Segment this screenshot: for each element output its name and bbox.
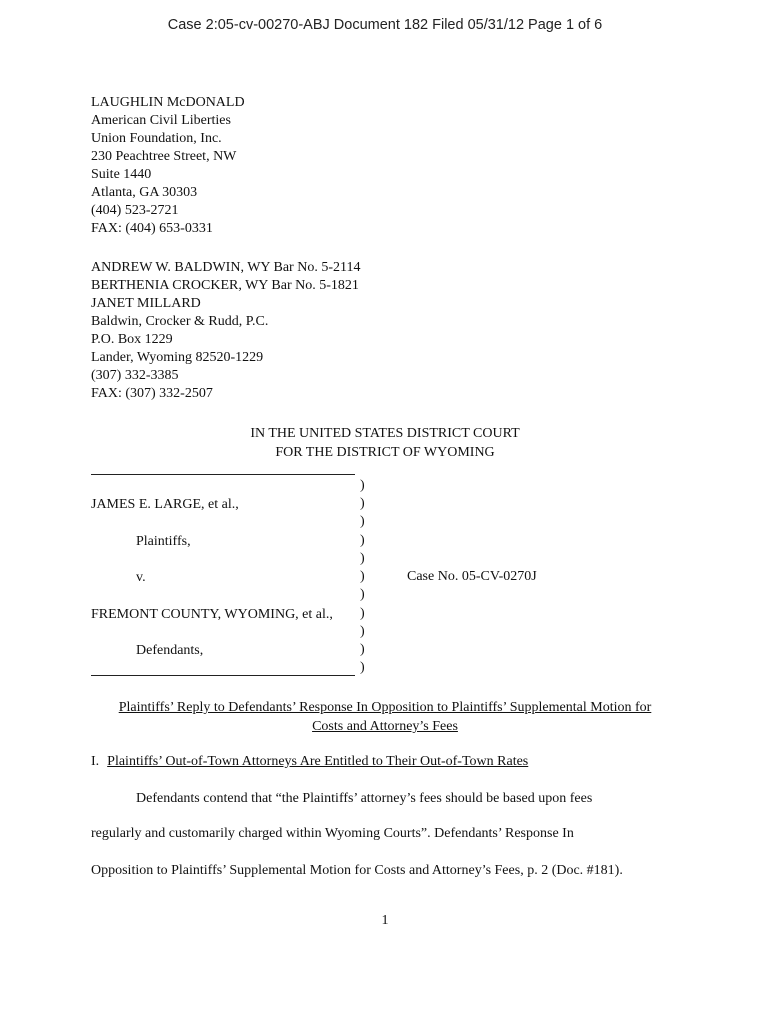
- caption-paren: ): [360, 514, 365, 529]
- counsel-line: Lander, Wyoming 82520-1229: [91, 350, 264, 365]
- caption-paren: ): [360, 642, 365, 657]
- counsel-block-baldwin: [91, 259, 360, 403]
- counsel-line: P.O. Box 1229: [91, 332, 173, 347]
- caption-top-rule: [91, 474, 355, 475]
- plaintiff-name: JAMES E. LARGE, et al.,: [91, 497, 239, 512]
- section-heading: [91, 754, 528, 770]
- ecf-header-stamp: Case 2:05-cv-00270-ABJ Document 182 Filed 05/31/12 Page 1 of 6: [167, 17, 603, 33]
- counsel-line: American Civil Liberties: [91, 113, 231, 128]
- caption-paren: ): [360, 587, 365, 602]
- caption-paren: ): [360, 606, 365, 621]
- body-line: regularly and customarily charged within Wyoming Courts”. Defendants’ Response In: [91, 826, 574, 841]
- court-district: FOR THE DISTRICT OF WYOMING: [275, 445, 495, 460]
- caption-paren: ): [360, 660, 365, 675]
- defendant-name: FREMONT COUNTY, WYOMING, et al.,: [91, 607, 333, 622]
- counsel-line: LAUGHLIN McDONALD: [91, 95, 245, 110]
- body-line: Opposition to Plaintiffs’ Supplemental Motion for Costs and Attorney’s Fees, p. 2 (Doc. #181).: [91, 863, 623, 878]
- counsel-line: FAX: (307) 332-2507: [91, 386, 213, 401]
- document-title: [0, 698, 770, 736]
- court-name: IN THE UNITED STATES DISTRICT COURT: [250, 426, 520, 441]
- counsel-line: Atlanta, GA 30303: [91, 185, 198, 200]
- plaintiffs-label: Plaintiffs,: [136, 534, 191, 549]
- counsel-line: 230 Peachtree Street, NW: [91, 149, 237, 164]
- caption-paren: ): [360, 533, 365, 548]
- versus-label: v.: [136, 570, 146, 585]
- section-title: Plaintiffs’ Out-of-Town Attorneys Are Entitled to Their Out-of-Town Rates: [107, 754, 529, 769]
- counsel-line: FAX: (404) 653-0331: [91, 221, 213, 236]
- counsel-line: ANDREW W. BALDWIN, WY Bar No. 5-2114: [91, 260, 361, 275]
- defendants-label: Defendants,: [136, 643, 204, 658]
- section-number: I.: [91, 754, 100, 769]
- counsel-block-aclu: [91, 94, 245, 238]
- document-title-line: Plaintiffs’ Reply to Defendants’ Response In Opposition to Plaintiffs’ Supplemental Motion for: [118, 700, 652, 715]
- court-heading: [0, 424, 770, 462]
- caption-paren: ): [360, 624, 365, 639]
- caption-paren: ): [360, 569, 365, 584]
- case-number: Case No. 05-CV-0270J: [407, 569, 537, 584]
- counsel-line: JANET MILLARD: [91, 296, 201, 311]
- caption-paren: ): [360, 496, 365, 511]
- counsel-line: Union Foundation, Inc.: [91, 131, 222, 146]
- caption-paren: ): [360, 478, 365, 493]
- page-number: 1: [381, 913, 389, 928]
- counsel-line: Suite 1440: [91, 167, 152, 182]
- counsel-line: (307) 332-3385: [91, 368, 179, 383]
- counsel-line: Baldwin, Crocker & Rudd, P.C.: [91, 314, 269, 329]
- counsel-line: (404) 523-2721: [91, 203, 179, 218]
- counsel-line: BERTHENIA CROCKER, WY Bar No. 5-1821: [91, 278, 359, 293]
- body-line: Defendants contend that “the Plaintiffs’ attorney’s fees should be based upon fees: [136, 791, 593, 806]
- document-title-line: Costs and Attorney’s Fees: [312, 719, 458, 734]
- caption-bottom-rule: [91, 675, 355, 676]
- caption-paren: ): [360, 551, 365, 566]
